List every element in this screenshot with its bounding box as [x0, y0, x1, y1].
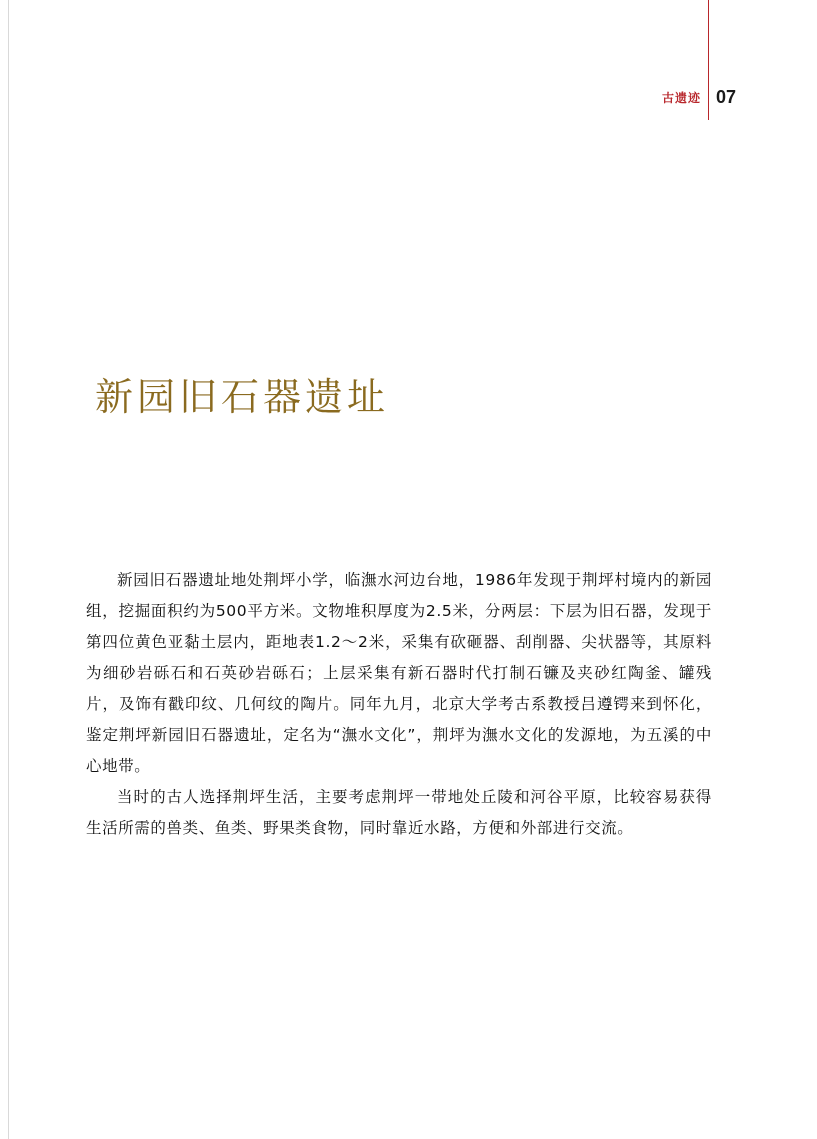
- paragraph-1: 新园旧石器遗址地处荆坪小学，临潕水河边台地，1986年发现于荆坪村境内的新园组，挖掘面积约为500平方米。文物堆积厚度为2.5米，分两层：下层为旧石器，发现于第四位黄色亚黏土层内，距地表1.2～2米，采集有砍砸器、刮削器、尖状器等，其原料为细砂岩砾石和石英砂岩砾石；上层采集有新石器时代打制石镰及夹砂红陶釜、罐残片，及饰有戳印纹、几何纹的陶片。同年九月，北京大学考古系教授吕遵锷来到怀化，鉴定荆坪新园旧石器遗址，定名为“潕水文化”，荆坪为潕水文化的发源地，为五溪的中心地带。: [86, 571, 712, 775]
- article-body: [86, 565, 712, 844]
- section-label: 古遗迹: [661, 91, 701, 105]
- page-number: 07: [716, 87, 737, 107]
- page-edge-line: [8, 0, 9, 1139]
- paragraph-2: 当时的古人选择荆坪生活，主要考虑荆坪一带地处丘陵和河谷平原，比较容易获得生活所需的兽类、鱼类、野果类食物，同时靠近水路，方便和外部进行交流。: [86, 788, 712, 837]
- header-divider: [708, 0, 709, 120]
- page-title: 新园旧石器遗址: [95, 375, 390, 419]
